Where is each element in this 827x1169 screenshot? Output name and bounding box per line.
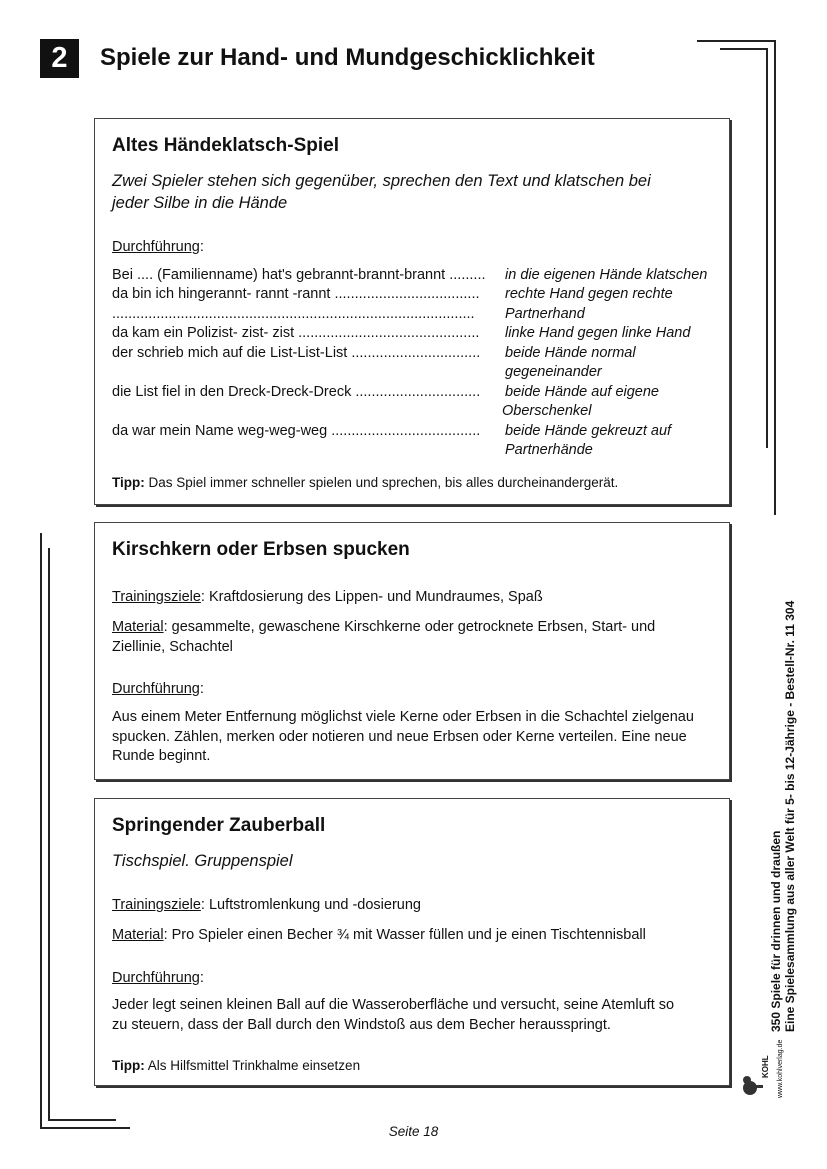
game-subtitle xyxy=(112,170,651,214)
procedure-line: zu steuern, dass der Ball durch den Windstoß aus dem Becher herausspringt. xyxy=(112,1016,611,1033)
verse-text: da war mein Name weg-weg-weg ..................................... xyxy=(112,423,481,439)
verse-text: da bin ich hingerannt- rannt -rannt .................................... xyxy=(112,286,480,302)
training-goals xyxy=(112,588,543,608)
material-line xyxy=(112,618,655,638)
verse-action: in die eigenen Hände klatschen xyxy=(505,267,708,283)
game-title: Altes Händeklatsch-Spiel xyxy=(112,135,340,156)
procedure-label: Durchführung xyxy=(112,970,200,986)
page-number: Seite 18 xyxy=(388,1124,439,1139)
game-subtitle: Tischspiel. Gruppenspiel xyxy=(112,852,293,870)
verse-text: Bei .... (Familienname) hat's gebrannt-brannt-brannt ......... xyxy=(112,267,486,283)
material-text: : gesammelte, gewaschene Kirschkerne oder getrocknete Erbsen, Start- und xyxy=(163,619,656,635)
frame-line-right-inner xyxy=(766,48,768,448)
material-label: Material xyxy=(112,619,164,635)
publisher-url: www.kohlverlag.de xyxy=(777,1039,784,1098)
game-title: Kirschkern oder Erbsen spucken xyxy=(112,539,410,560)
procedure-line: spucken. Zählen, merken oder notieren und neue Erbsen oder Kerne verteilen. Eine neue xyxy=(112,728,687,745)
frame-line-right-outer xyxy=(774,40,776,515)
goals-text: : Luftstromlenkung und -dosierung xyxy=(200,897,421,913)
material xyxy=(112,926,646,946)
verse-action: beide Hände gekreuzt auf xyxy=(505,423,672,439)
verse-action: Oberschenkel xyxy=(502,403,592,419)
game-box-haendeklatsch xyxy=(94,118,730,505)
material xyxy=(112,618,655,657)
chapter-number-badge: 2 xyxy=(40,39,79,78)
tip-body: Das Spiel immer schneller spielen und sprechen, bis alles durcheinandergerät. xyxy=(144,475,619,490)
goals-text: : Kraftdosierung des Lippen- und Mundraumes, Spaß xyxy=(200,589,543,605)
page-title: Spiele zur Hand- und Mundgeschicklichkeit xyxy=(100,44,595,71)
procedure-line: Aus einem Meter Entfernung möglichst viele Kerne oder Erbsen in die Schachtel zielgenau xyxy=(112,709,694,725)
frame-line-left-outer xyxy=(40,533,42,1129)
verse-text: der schrieb mich auf die List-List-List ................................ xyxy=(112,345,481,361)
game-title: Springender Zauberball xyxy=(112,815,326,836)
goals-label: Trainingsziele xyxy=(112,897,201,913)
frame-line-top-inner xyxy=(720,48,768,50)
verse-action: beide Hände normal xyxy=(505,345,636,361)
procedure-heading: Durchführung: xyxy=(112,970,204,986)
publisher-logo xyxy=(741,1030,787,1100)
frame-line-top-outer xyxy=(697,40,775,42)
procedure-line: Runde beginnt. xyxy=(112,748,211,764)
material-line: Ziellinie, Schachtel xyxy=(112,638,233,655)
subtitle-line: Zwei Spieler stehen sich gegenüber, sprechen den Text und klatschen bei xyxy=(112,172,651,190)
material-text: : Pro Spieler einen Becher ¾ mit Wasser füllen und je einen Tischtennisball xyxy=(163,927,646,943)
tip-text xyxy=(112,473,618,493)
publication-sidebar xyxy=(769,600,806,1080)
subtitle-line: jeder Silbe in die Hände xyxy=(112,194,288,212)
verse-action: gegeneinander xyxy=(505,364,602,380)
frame-line-left-inner xyxy=(48,548,50,1121)
material-label: Material xyxy=(112,927,164,943)
tip-text xyxy=(112,1056,360,1076)
verse-action: rechte Hand gegen rechte xyxy=(505,286,673,302)
frame-line-bottom-inner xyxy=(48,1119,116,1121)
tip-label: Tipp: xyxy=(112,1058,145,1073)
game-box-zauberball xyxy=(94,798,730,1086)
training-goals xyxy=(112,896,421,916)
procedure-label: Durchführung xyxy=(112,239,200,255)
verse-action: linke Hand gegen linke Hand xyxy=(505,325,691,341)
verse-action: Partnerhände xyxy=(505,442,593,458)
procedure-heading: Durchführung: xyxy=(112,681,204,697)
goals-label: Trainingsziele xyxy=(112,589,201,605)
procedure-label: Durchführung xyxy=(112,681,200,697)
verse-action: beide Hände auf eigene xyxy=(505,384,659,400)
verse-text: .......................................................................................... xyxy=(112,306,475,322)
procedure-line: Jeder legt seinen kleinen Ball auf die Wasseroberfläche und versucht, seine Atemluft so xyxy=(112,997,675,1013)
verse-text: die List fiel in den Dreck-Dreck-Dreck ............................... xyxy=(112,384,481,400)
tip-label: Tipp: xyxy=(112,475,145,490)
game-box-kirschkern xyxy=(94,522,730,780)
tip-body: Als Hilfsmittel Trinkhalme einsetzen xyxy=(144,1058,361,1073)
procedure-text xyxy=(112,708,694,767)
procedure-text xyxy=(112,996,674,1035)
procedure-heading: Durchführung: xyxy=(112,239,204,255)
logo-wordmark: KOHL xyxy=(761,1055,770,1078)
sidebar-title: 350 Spiele für drinnen und draußen xyxy=(769,830,783,1032)
sidebar-subtitle: Eine Spielesammlung aus aller Welt für 5- bis 12-Jährige - Bestell-Nr. 11 304 xyxy=(782,600,797,1032)
verse-text: da kam ein Polizist- zist- zist ............................................. xyxy=(112,325,480,341)
verse-action: Partnerhand xyxy=(505,306,585,322)
